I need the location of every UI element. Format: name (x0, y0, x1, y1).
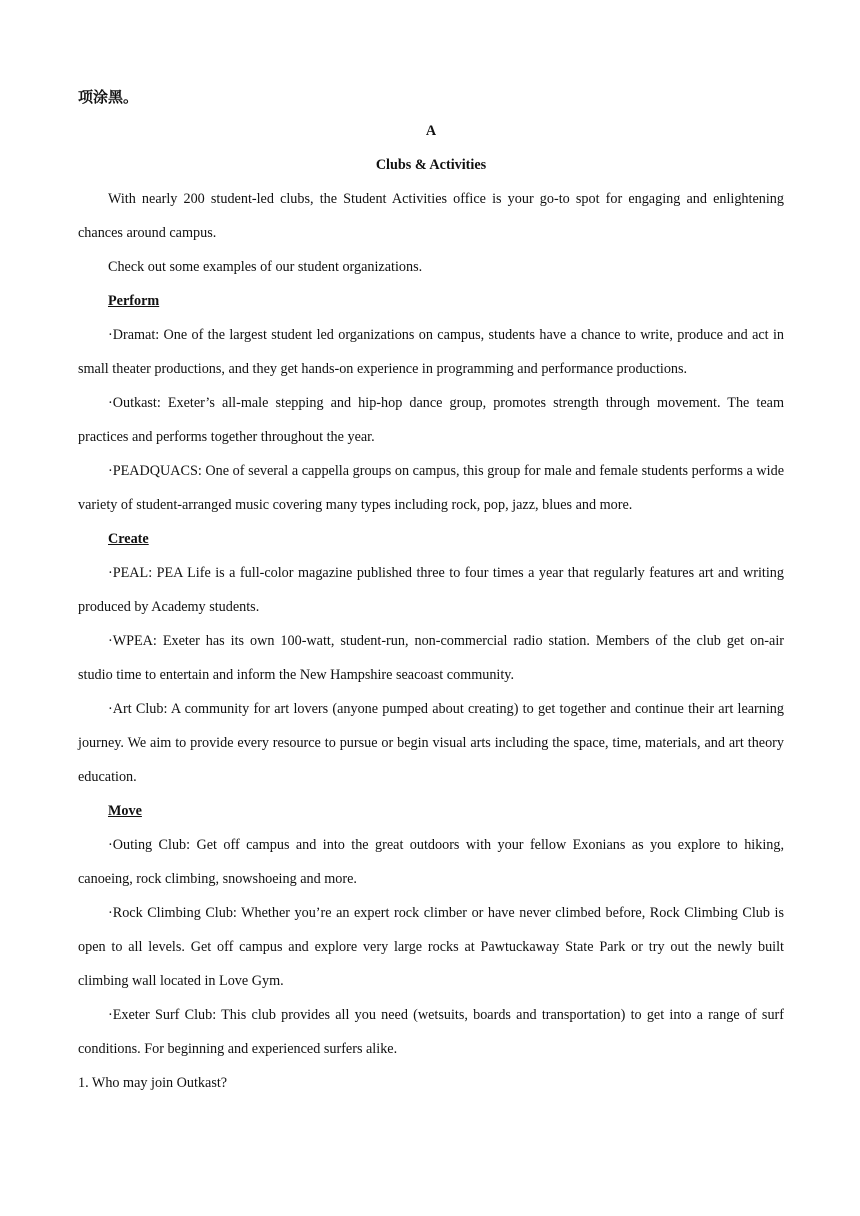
club-item-peadquacs: ·PEADQUACS: One of several a cappella groups on campus, this group for male and female students performs a wide variety of student-arranged music covering many types including rock, pop, jazz, blues and more. (78, 463, 784, 513)
section-heading-create: Create (108, 531, 149, 547)
club-item-peal: ·PEAL: PEA Life is a full-color magazine published three to four times a year that regularly features art and writing produced by Academy students. (78, 565, 784, 615)
document-content (78, 84, 784, 1100)
section-heading-move: Move (108, 803, 142, 819)
club-item-wpea: ·WPEA: Exeter has its own 100-watt, student-run, non-commercial radio station. Members of the club get on-air studio time to entertain and inform the New Hampshire seacoast community. (78, 633, 784, 683)
passage-title: Clubs & Activities (375, 157, 487, 173)
question-1: 1. Who may join Outkast? (78, 1075, 228, 1091)
club-item-outing-club: ·Outing Club: Get off campus and into the great outdoors with your fellow Exonians as you explore to hiking, canoeing, rock climbing, snowshoeing and more. (78, 837, 784, 887)
club-item-rock-climbing-club: ·Rock Climbing Club: Whether you’re an expert rock climber or have never climbed before, Rock Climbing Club is open to all levels. Get off campus and explore very large rocks at Pawtuckaway State Park or try out the newly built climbing wall located in Love Gym. (78, 905, 784, 989)
intro-paragraph: With nearly 200 student-led clubs, the Student Activities office is your go-to spot for engaging and enlightening chances around campus. (78, 191, 784, 241)
instruction-fragment: 项涂黑。 (78, 88, 139, 106)
section-heading-perform: Perform (108, 293, 160, 309)
club-item-art-club: ·Art Club: A community for art lovers (anyone pumped about creating) to get together and continue their art learning journey. We aim to provide every resource to pursue or begin visual arts including the space, time, materials, and art theory education. (78, 701, 784, 785)
passage-label: A (425, 123, 437, 139)
club-item-surf-club: ·Exeter Surf Club: This club provides all you need (wetsuits, boards and transportation) to get into a range of surf conditions. For beginning and experienced surfers alike. (78, 1007, 784, 1057)
check-out-paragraph: Check out some examples of our student organizations. (108, 259, 423, 275)
club-item-dramat: ·Dramat: One of the largest student led organizations on campus, students have a chance to write, produce and act in small theater productions, and they get hands-on experience in programming and performance productions. (78, 327, 784, 377)
club-item-outkast: ·Outkast: Exeter’s all-male stepping and hip-hop dance group, promotes strength through movement. The team practices and performs together throughout the year. (78, 395, 784, 445)
